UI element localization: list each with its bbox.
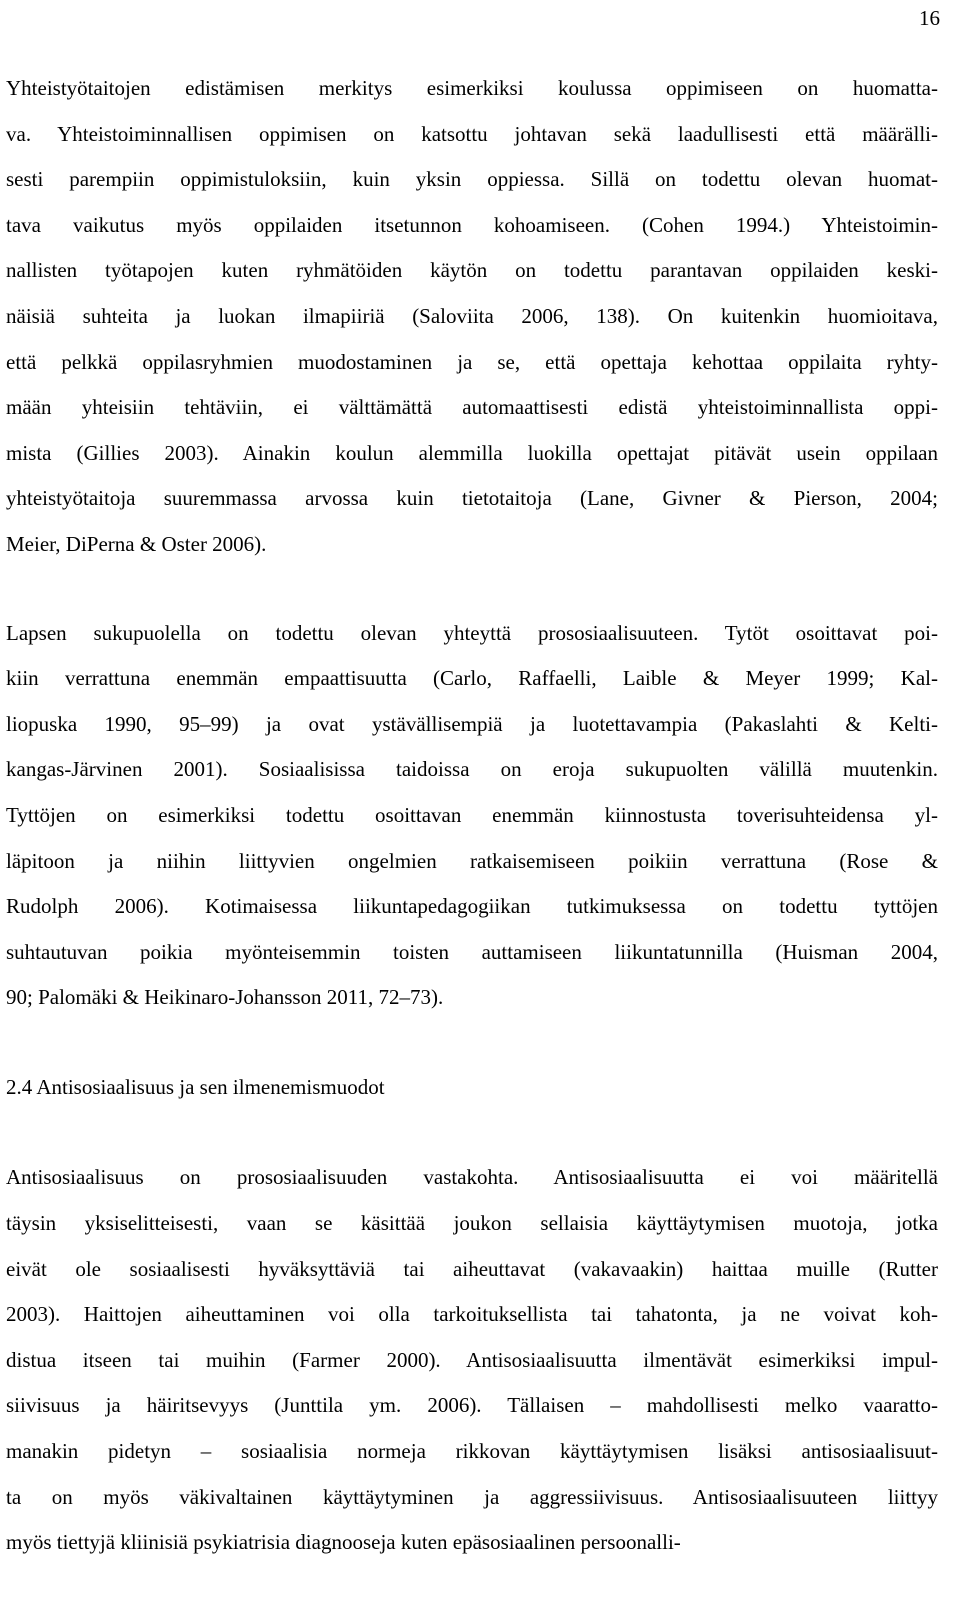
text-line: Antisosiaalisuus on prososiaalisuuden vastakohta. Antisosiaalisuutta ei voi määritellä	[6, 1165, 938, 1190]
text-line: Tyttöjen on esimerkiksi todettu osoittavan enemmän kiinnostusta toverisuhteidensa yl-	[6, 802, 938, 827]
document-body	[6, 66, 938, 1566]
text-line: täysin yksiselitteisesti, vaan se käsittää joukon sellaisia käyttäytymisen muotoja, jotka	[6, 1211, 938, 1236]
text-line: eivät ole sosiaalisesti hyväksyttäviä tai aiheuttavat (vakavaakin) haittaa muille (Rutter	[6, 1256, 938, 1281]
text-line: läpitoon ja niihin liittyvien ongelmien ratkaisemiseen poikiin verrattuna (Rose &	[6, 848, 938, 873]
text-line: mään yhteisiin tehtäviin, ei välttämättä automaattisesti edistä yhteistoiminnallista oppi-	[6, 395, 938, 420]
paragraph-gender-prosociality	[6, 611, 938, 1021]
text-line: va. Yhteistoiminnallisen oppimisen on katsottu johtavan sekä laadullisesti että määrälli-	[6, 121, 938, 146]
paragraph-spacer	[6, 1021, 938, 1065]
paragraph-antisociality	[6, 1155, 938, 1565]
text-line: kangas-Järvinen 2001). Sosiaalisissa taidoissa on eroja sukupuolten välillä muutenkin.	[6, 757, 938, 782]
paragraph-spacer	[6, 1110, 938, 1155]
text-line: Lapsen sukupuolella on todettu olevan yhteyttä prososiaalisuuteen. Tytöt osoittavat poi-	[6, 620, 938, 645]
paragraph-spacer	[6, 568, 938, 611]
text-line: Rudolph 2006). Kotimaisessa liikuntapedagogiikan tutkimuksessa on todettu tyttöjen	[6, 894, 938, 919]
section-heading: 2.4 Antisosiaalisuus ja sen ilmenemismuodot	[6, 1074, 385, 1099]
text-line: suhtautuvan poikia myönteisemmin toisten auttamiseen liikuntatunnilla (Huisman 2004,	[6, 939, 938, 964]
text-line: siivisuus ja häiritsevyys (Junttila ym. 2006). Tällaisen – mahdollisesti melko vaaratto-	[6, 1393, 938, 1418]
text-line: ta on myös väkivaltainen käyttäytyminen ja aggressiivisuus. Antisosiaalisuuteen liittyy	[6, 1484, 938, 1509]
text-line: nallisten työtapojen kuten ryhmätöiden käytön on todettu parantavan oppilaiden keski-	[6, 258, 938, 283]
text-line: kiin verrattuna enemmän empaattisuutta (Carlo, Raffaelli, Laible & Meyer 1999; Kal-	[6, 666, 938, 691]
text-line: manakin pidetyn – sosiaalisia normeja rikkovan käyttäytymisen lisäksi antisosiaalisuut-	[6, 1439, 938, 1464]
text-line: distua itseen tai muihin (Farmer 2000). Antisosiaalisuutta ilmentävät esimerkiksi impul-	[6, 1347, 938, 1372]
text-line: mista (Gillies 2003). Ainakin koulun alemmilla luokilla opettajat pitävät usein oppilaan	[6, 440, 938, 465]
paragraph-cooperation-skills	[6, 66, 938, 568]
text-line: tava vaikutus myös oppilaiden itsetunnon kohoamiseen. (Cohen 1994.) Yhteistoimin-	[6, 212, 938, 237]
text-line: Yhteistyötaitojen edistämisen merkitys esimerkiksi koulussa oppimiseen on huomatta-	[6, 76, 938, 100]
page-number: 16	[919, 6, 940, 30]
text-line: Meier, DiPerna & Oster 2006).	[6, 531, 267, 556]
text-line: sesti parempiin oppimistuloksiin, kuin yksin oppiessa. Sillä on todettu olevan huomat-	[6, 167, 938, 192]
text-line: myös tiettyjä kliinisiä psykiatrisia diagnooseja kuten epäsosiaalinen persoonalli-	[6, 1530, 681, 1555]
text-line: 2003). Haittojen aiheuttaminen voi olla tarkoituksellista tai tahatonta, ja ne voivat koh-	[6, 1302, 938, 1327]
text-line: liopuska 1990, 95–99) ja ovat ystävällisempiä ja luotettavampia (Pakaslahti & Kelti-	[6, 711, 938, 736]
text-line: että pelkkä oppilasryhmien muodostaminen ja se, että opettaja kehottaa oppilaita ryhty-	[6, 349, 938, 374]
text-line: näisiä suhteita ja luokan ilmapiiriä (Saloviita 2006, 138). On kuitenkin huomioitava,	[6, 303, 938, 328]
text-line: yhteistyötaitoja suuremmassa arvossa kuin tietotaitoja (Lane, Givner & Pierson, 2004;	[6, 486, 938, 511]
text-line: 90; Palomäki & Heikinaro-Johansson 2011, 72–73).	[6, 985, 444, 1010]
